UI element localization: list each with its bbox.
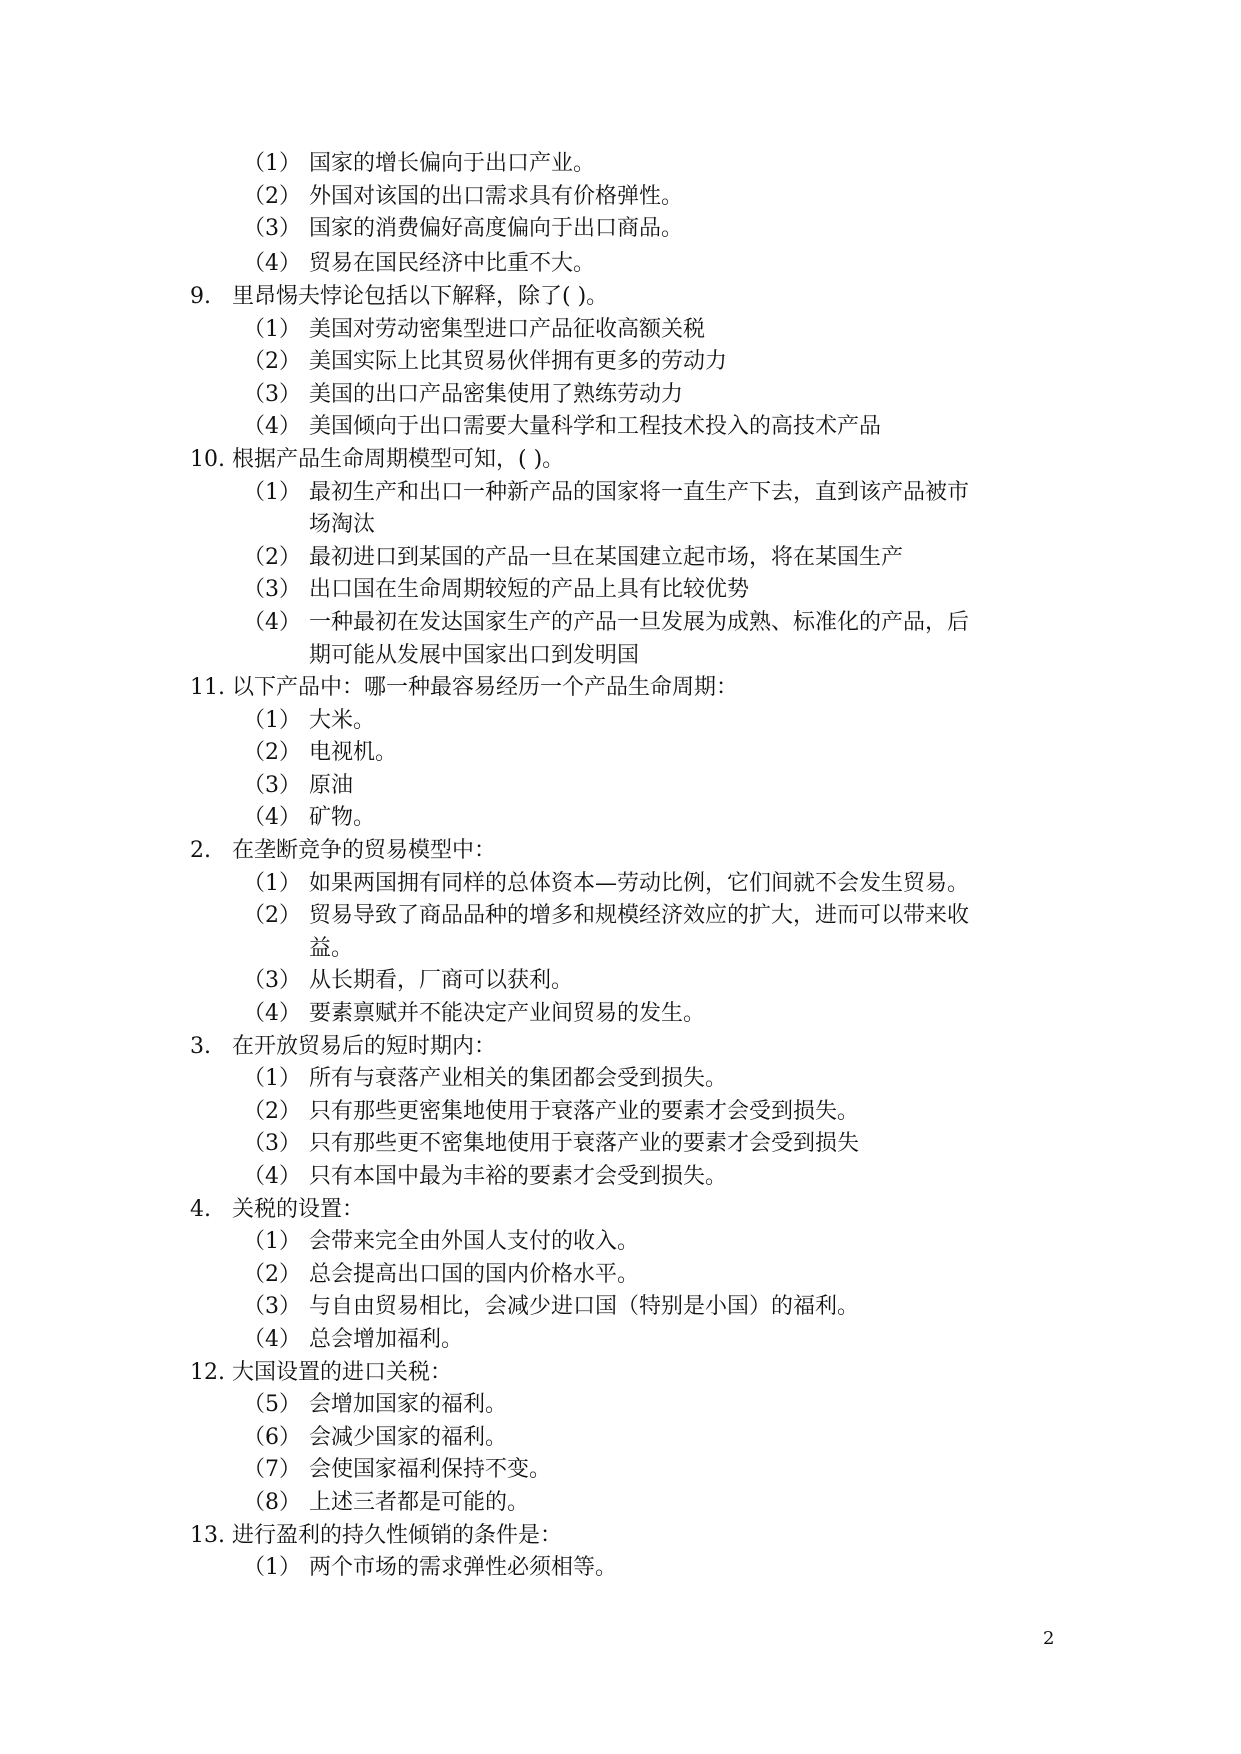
question-text: 关税的设置： xyxy=(232,1196,365,1222)
question-text: 在垄断竞争的贸易模型中： xyxy=(232,838,497,864)
option-number: （1） xyxy=(243,1066,301,1092)
option-line xyxy=(0,1096,1241,1129)
option-text: 只有本国中最为丰裕的要素才会受到损失。 xyxy=(309,1164,728,1189)
option-text: 美国的出口产品密集使用了熟练劳动力 xyxy=(309,381,684,407)
option-text: 美国实际上比其贸易伙伴拥有更多的劳动力 xyxy=(309,349,728,375)
option-number: （2） xyxy=(243,740,301,766)
option-line xyxy=(0,213,1241,246)
option-number: （2） xyxy=(243,183,301,209)
option-number: （1） xyxy=(243,707,301,733)
question-line xyxy=(0,444,1241,477)
option-number: （4） xyxy=(243,251,301,277)
question-number: 13. xyxy=(190,1522,225,1548)
option-line xyxy=(0,1226,1241,1259)
question-list xyxy=(0,148,1241,1585)
option-number: （4） xyxy=(243,805,301,831)
question-number: 9. xyxy=(190,283,211,309)
option-number: （3） xyxy=(243,968,301,994)
option-line xyxy=(0,181,1241,214)
option-number: （3） xyxy=(243,1294,301,1320)
option-line xyxy=(0,1324,1241,1357)
option-text: 电视机。 xyxy=(309,740,398,766)
option-number: （2） xyxy=(243,1261,301,1287)
question-line xyxy=(0,1520,1241,1553)
continuation-line xyxy=(0,933,1241,966)
option-line xyxy=(0,1259,1241,1292)
option-text: 贸易导致了商品品种的增多和规模经济效应的扩大，进而可以带来收 xyxy=(309,903,970,929)
option-number: （4） xyxy=(243,609,301,635)
question-text: 里昂惕夫悖论包括以下解释，除了( )。 xyxy=(232,283,609,309)
option-number: （3） xyxy=(243,381,301,407)
option-line xyxy=(0,248,1241,281)
option-line xyxy=(0,737,1241,770)
option-number: （7） xyxy=(243,1457,301,1483)
option-number: （2） xyxy=(243,903,301,929)
option-text: 矿物。 xyxy=(309,805,376,831)
page-number: 2 xyxy=(1043,1628,1055,1649)
option-line xyxy=(0,965,1241,998)
option-line xyxy=(0,900,1241,933)
option-line xyxy=(0,705,1241,738)
option-number: （4） xyxy=(243,1001,301,1027)
option-number: （8） xyxy=(243,1489,301,1515)
option-text: 一种最初在发达国家生产的产品一旦发展为成熟、标准化的产品，后 xyxy=(309,609,970,635)
option-text: 会减少国家的福利。 xyxy=(309,1424,508,1450)
question-number: 11. xyxy=(190,675,225,701)
option-text-continued: 场淘汰 xyxy=(309,512,376,538)
option-text-continued: 期可能从发展中国家出口到发明国 xyxy=(309,642,640,668)
continuation-line xyxy=(0,509,1241,542)
option-text-continued: 益。 xyxy=(309,935,354,961)
option-number: （2） xyxy=(243,1098,301,1124)
option-line xyxy=(0,1422,1241,1455)
question-text: 根据产品生命周期模型可知，( )。 xyxy=(232,446,565,472)
option-line xyxy=(0,1063,1241,1096)
option-line xyxy=(0,1161,1241,1194)
question-text: 进行盈利的持久性倾销的条件是： xyxy=(232,1522,563,1548)
option-line xyxy=(0,1291,1241,1324)
option-text: 外国对该国的出口需求具有价格弹性。 xyxy=(309,183,684,209)
option-line xyxy=(0,314,1241,347)
option-number: （6） xyxy=(243,1424,301,1450)
option-text: 总会提高出口国的国内价格水平。 xyxy=(309,1261,640,1287)
option-text: 出口国在生命周期较短的产品上具有比较优势 xyxy=(309,577,750,603)
option-number: （2） xyxy=(243,349,301,375)
question-line xyxy=(0,672,1241,705)
question-line xyxy=(0,1031,1241,1064)
option-text: 最初生产和出口一种新产品的国家将一直生产下去，直到该产品被市 xyxy=(309,479,970,505)
option-text: 国家的消费偏好高度偏向于出口商品。 xyxy=(309,216,684,242)
question-number: 2. xyxy=(190,838,211,864)
option-line xyxy=(0,148,1241,181)
option-text: 美国对劳动密集型进口产品征收高额关税 xyxy=(309,316,706,342)
option-text: 所有与衰落产业相关的集团都会受到损失。 xyxy=(309,1066,728,1092)
question-number: 3. xyxy=(190,1033,211,1059)
option-line xyxy=(0,1454,1241,1487)
question-line xyxy=(0,1194,1241,1227)
option-text: 总会增加福利。 xyxy=(309,1326,464,1352)
option-text: 贸易在国民经济中比重不大。 xyxy=(309,251,596,277)
option-text: 会使国家福利保持不变。 xyxy=(309,1457,552,1483)
option-number: （3） xyxy=(243,216,301,242)
option-number: （1） xyxy=(243,870,301,896)
question-line xyxy=(0,1357,1241,1390)
option-line xyxy=(0,1552,1241,1585)
question-text: 大国设置的进口关税： xyxy=(232,1359,453,1385)
option-line xyxy=(0,1389,1241,1422)
question-line xyxy=(0,835,1241,868)
option-text: 如果两国拥有同样的总体资本—劳动比例，它们间就不会发生贸易。 xyxy=(309,870,970,896)
option-number: （3） xyxy=(243,577,301,603)
option-text: 两个市场的需求弹性必须相等。 xyxy=(309,1555,618,1581)
option-number: （1） xyxy=(243,151,301,176)
question-line xyxy=(0,281,1241,314)
option-text: 上述三者都是可能的。 xyxy=(309,1489,530,1515)
option-number: （4） xyxy=(243,1326,301,1352)
option-text: 与自由贸易相比，会减少进口国（特别是小国）的福利。 xyxy=(309,1294,860,1320)
option-number: （1） xyxy=(243,479,301,505)
option-text: 美国倾向于出口需要大量科学和工程技术投入的高技术产品 xyxy=(309,414,882,440)
option-line xyxy=(0,379,1241,412)
option-text: 从长期看，厂商可以获利。 xyxy=(309,968,574,994)
option-line xyxy=(0,477,1241,510)
question-number: 12. xyxy=(190,1359,225,1385)
option-text: 最初进口到某国的产品一旦在某国建立起市场，将在某国生产 xyxy=(309,544,904,570)
question-number: 10. xyxy=(190,446,225,472)
question-text: 以下产品中：哪一种最容易经历一个产品生命周期： xyxy=(232,675,739,701)
option-text: 只有那些更密集地使用于衰落产业的要素才会受到损失。 xyxy=(309,1098,860,1124)
option-line xyxy=(0,770,1241,803)
option-number: （3） xyxy=(243,772,301,798)
option-text: 大米。 xyxy=(309,707,376,733)
option-line xyxy=(0,1128,1241,1161)
option-text: 要素禀赋并不能决定产业间贸易的发生。 xyxy=(309,1001,706,1027)
option-line xyxy=(0,411,1241,444)
option-line xyxy=(0,607,1241,640)
option-text: 只有那些更不密集地使用于衰落产业的要素才会受到损失 xyxy=(309,1131,860,1157)
option-number: （4） xyxy=(243,1164,301,1189)
option-line xyxy=(0,346,1241,379)
question-text: 在开放贸易后的短时期内： xyxy=(232,1033,497,1059)
option-number: （1） xyxy=(243,1555,301,1581)
option-line xyxy=(0,574,1241,607)
option-number: （1） xyxy=(243,1229,301,1255)
continuation-line xyxy=(0,640,1241,673)
option-number: （1） xyxy=(243,316,301,342)
option-number: （4） xyxy=(243,414,301,440)
option-text: 会带来完全由外国人支付的收入。 xyxy=(309,1229,640,1255)
option-line xyxy=(0,1487,1241,1520)
option-text: 会增加国家的福利。 xyxy=(309,1392,508,1418)
option-number: （3） xyxy=(243,1131,301,1157)
option-line xyxy=(0,868,1241,901)
option-text: 国家的增长偏向于出口产业。 xyxy=(309,151,596,176)
option-number: （2） xyxy=(243,544,301,570)
option-line xyxy=(0,542,1241,575)
question-number: 4. xyxy=(190,1196,211,1222)
option-line xyxy=(0,802,1241,835)
option-line xyxy=(0,998,1241,1031)
option-number: （5） xyxy=(243,1392,301,1418)
option-text: 原油 xyxy=(309,772,354,798)
